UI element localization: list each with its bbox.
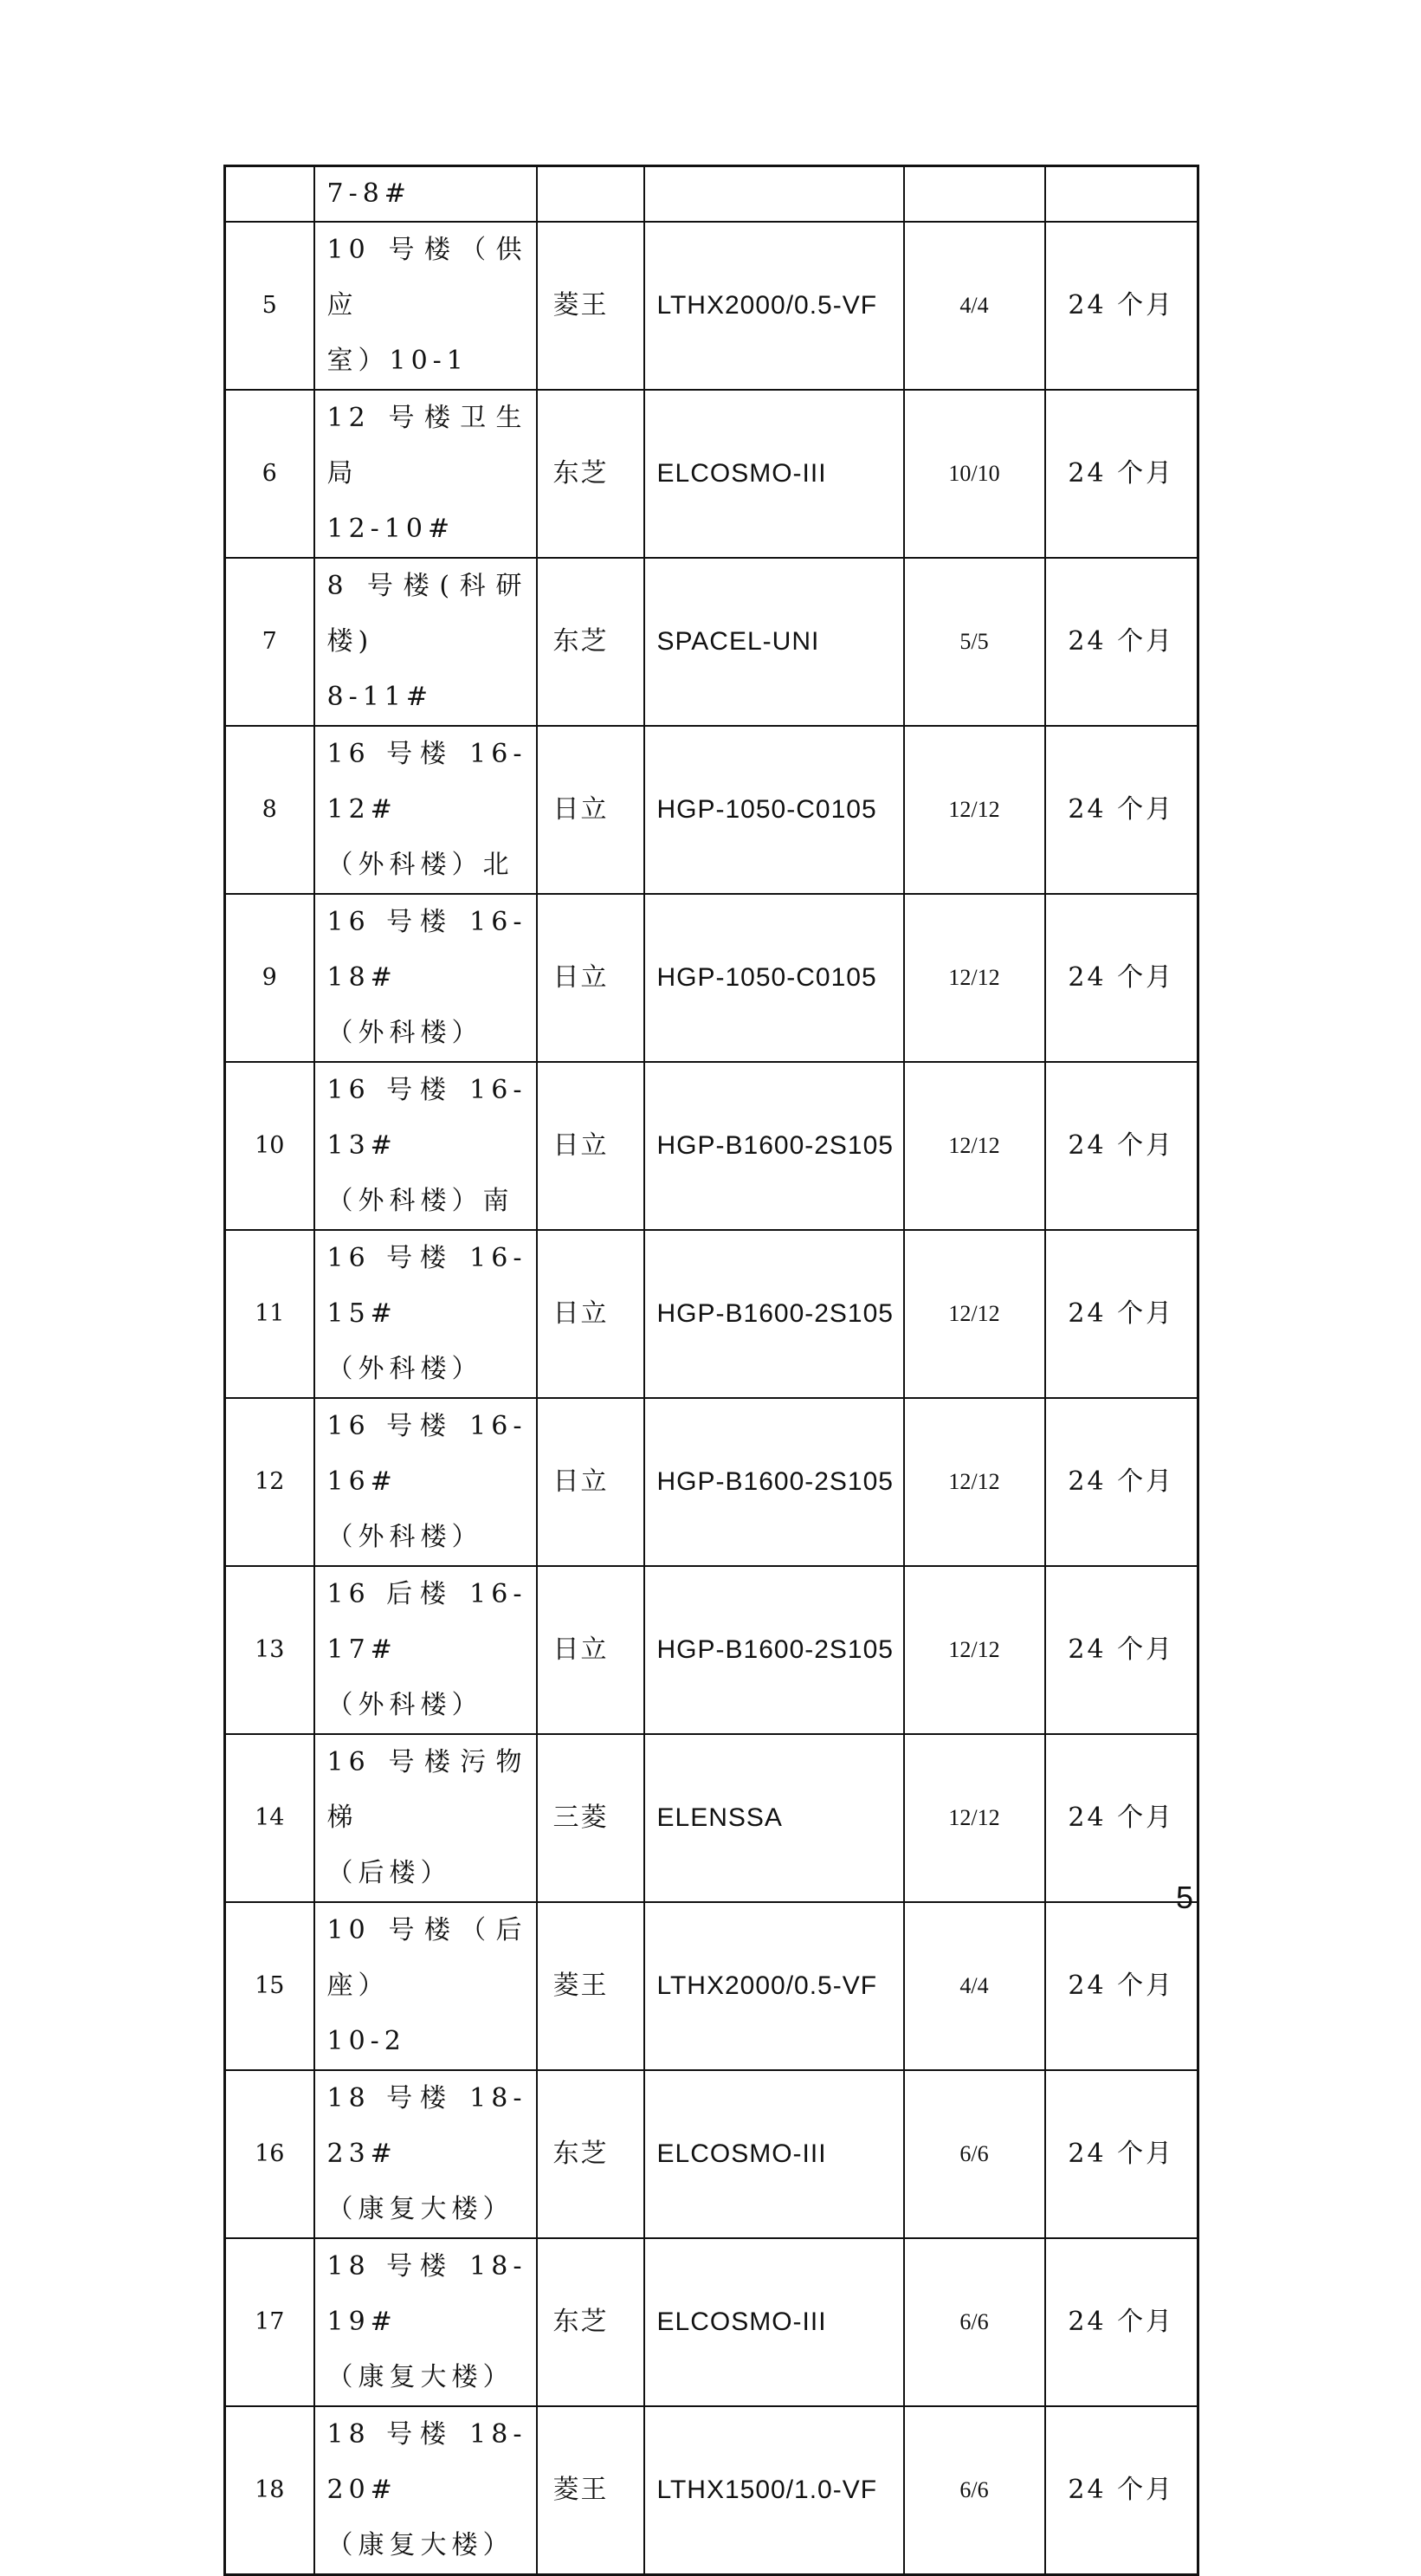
table-row — [225, 1566, 1198, 1734]
location-line: 16 号楼污物梯 — [326, 1747, 527, 1833]
table-row — [225, 222, 1198, 390]
cell-warranty: 24 个月 — [1045, 222, 1198, 390]
cell-model: HGP-B1600-2S105 — [644, 1230, 904, 1398]
cell-floors: 4/4 — [904, 1902, 1045, 2070]
cell-no: 18 — [225, 2406, 314, 2575]
cell-warranty — [1045, 166, 1198, 223]
cell-location — [314, 894, 537, 1062]
table-row — [225, 726, 1198, 894]
location-line: （外科楼） — [326, 1522, 483, 1552]
location-line: 10 号楼（供应 — [326, 235, 527, 320]
cell-location — [314, 1398, 537, 1566]
cell-model: LTHX2000/0.5-VF — [644, 1902, 904, 2070]
elevator-table-container — [223, 165, 1197, 2576]
table-row — [225, 2070, 1198, 2238]
cell-model: HGP-1050-C0105 — [644, 894, 904, 1062]
location-line: （外科楼） — [326, 1690, 483, 1720]
location-line: （外科楼） — [326, 1354, 483, 1384]
cell-warranty: 24 个月 — [1045, 1734, 1198, 1902]
cell-brand: 日立 — [537, 1398, 644, 1566]
location-line: 12-10# — [326, 514, 455, 544]
cell-brand: 日立 — [537, 1062, 644, 1230]
cell-location — [314, 2406, 537, 2575]
cell-model: LTHX2000/0.5-VF — [644, 222, 904, 390]
cell-floors: 12/12 — [904, 1734, 1045, 1902]
location-line: （康复大楼） — [326, 2362, 514, 2392]
location-line: （外科楼） — [326, 1018, 483, 1048]
table-row — [225, 1398, 1198, 1566]
cell-floors — [904, 166, 1045, 223]
location-line: 16 号楼 16-16# — [326, 1411, 527, 1497]
location-line: （后楼） — [326, 1858, 452, 1888]
cell-model: LTHX1500/1.0-VF — [644, 2406, 904, 2575]
cell-brand: 菱王 — [537, 1902, 644, 2070]
cell-location — [314, 222, 537, 390]
location-line: 8-11# — [326, 682, 434, 712]
cell-floors: 6/6 — [904, 2238, 1045, 2406]
cell-brand: 日立 — [537, 894, 644, 1062]
location-line: 室）10-1 — [326, 346, 468, 376]
location-line: （外科楼）南 — [326, 1186, 514, 1216]
cell-location — [314, 1230, 537, 1398]
location-line: 16 号楼 16-15# — [326, 1243, 527, 1329]
cell-model: HGP-B1600-2S105 — [644, 1398, 904, 1566]
cell-location — [314, 726, 537, 894]
location-line: 10 号楼（后座） — [326, 1915, 527, 2001]
cell-warranty: 24 个月 — [1045, 1566, 1198, 1734]
table-row — [225, 390, 1198, 558]
elevator-table — [223, 165, 1199, 2576]
table-body — [225, 166, 1198, 2575]
table-row — [225, 558, 1198, 726]
location-line: 16 号楼 16-13# — [326, 1075, 527, 1161]
cell-no: 17 — [225, 2238, 314, 2406]
cell-location — [314, 1062, 537, 1230]
location-line: （康复大楼） — [326, 2530, 514, 2560]
table-row — [225, 2406, 1198, 2575]
location-line: （外科楼）北 — [326, 850, 514, 880]
cell-model: HGP-B1600-2S105 — [644, 1566, 904, 1734]
cell-location — [314, 166, 537, 223]
location-line: 16 后楼 16-17# — [326, 1579, 527, 1665]
location-line: 16 号楼 16-18# — [326, 907, 527, 993]
table-row — [225, 894, 1198, 1062]
cell-warranty: 24 个月 — [1045, 2238, 1198, 2406]
table-row — [225, 2238, 1198, 2406]
cell-floors: 12/12 — [904, 1398, 1045, 1566]
page-number: 5 — [1176, 1880, 1194, 1915]
cell-warranty: 24 个月 — [1045, 726, 1198, 894]
cell-floors: 4/4 — [904, 222, 1045, 390]
cell-model: ELCOSMO-III — [644, 2070, 904, 2238]
location-line: 7-8# — [326, 178, 411, 209]
cell-brand: 日立 — [537, 726, 644, 894]
cell-location — [314, 1902, 537, 2070]
cell-location — [314, 2238, 537, 2406]
cell-warranty: 24 个月 — [1045, 390, 1198, 558]
cell-warranty: 24 个月 — [1045, 2070, 1198, 2238]
location-line: 18 号楼 18-20# — [326, 2419, 527, 2505]
cell-model: ELCOSMO-III — [644, 390, 904, 558]
location-line: 18 号楼 18-23# — [326, 2083, 527, 2169]
cell-brand: 东芝 — [537, 2238, 644, 2406]
cell-model: SPACEL-UNI — [644, 558, 904, 726]
location-line: 10-2 — [326, 2026, 406, 2056]
cell-brand — [537, 166, 644, 223]
cell-location — [314, 390, 537, 558]
table-row — [225, 1734, 1198, 1902]
cell-no: 14 — [225, 1734, 314, 1902]
cell-no: 11 — [225, 1230, 314, 1398]
cell-location — [314, 1734, 537, 1902]
cell-floors: 12/12 — [904, 894, 1045, 1062]
cell-no: 16 — [225, 2070, 314, 2238]
cell-no: 15 — [225, 1902, 314, 2070]
cell-warranty: 24 个月 — [1045, 1902, 1198, 2070]
cell-no: 7 — [225, 558, 314, 726]
cell-no: 9 — [225, 894, 314, 1062]
cell-brand: 东芝 — [537, 2070, 644, 2238]
cell-no: 6 — [225, 390, 314, 558]
cell-location — [314, 1566, 537, 1734]
cell-brand: 日立 — [537, 1230, 644, 1398]
cell-warranty: 24 个月 — [1045, 1062, 1198, 1230]
table-row — [225, 1902, 1198, 2070]
cell-floors: 10/10 — [904, 390, 1045, 558]
cell-floors: 12/12 — [904, 1230, 1045, 1398]
cell-model: HGP-B1600-2S105 — [644, 1062, 904, 1230]
cell-no: 13 — [225, 1566, 314, 1734]
location-line: 16 号楼 16-12# — [326, 739, 527, 825]
cell-location — [314, 558, 537, 726]
location-line: 18 号楼 18-19# — [326, 2251, 527, 2337]
cell-no: 8 — [225, 726, 314, 894]
location-line: 12 号楼卫生局 — [326, 403, 527, 489]
cell-brand: 日立 — [537, 1566, 644, 1734]
cell-brand: 东芝 — [537, 558, 644, 726]
cell-warranty: 24 个月 — [1045, 1230, 1198, 1398]
cell-floors: 6/6 — [904, 2070, 1045, 2238]
cell-model: ELCOSMO-III — [644, 2238, 904, 2406]
cell-brand: 菱王 — [537, 2406, 644, 2575]
cell-no: 12 — [225, 1398, 314, 1566]
table-row — [225, 1062, 1198, 1230]
cell-model: ELENSSA — [644, 1734, 904, 1902]
cell-location — [314, 2070, 537, 2238]
cell-no: 5 — [225, 222, 314, 390]
cell-floors: 6/6 — [904, 2406, 1045, 2575]
cell-model: HGP-1050-C0105 — [644, 726, 904, 894]
cell-floors: 12/12 — [904, 1062, 1045, 1230]
table-row — [225, 166, 1198, 223]
cell-floors: 5/5 — [904, 558, 1045, 726]
cell-floors: 12/12 — [904, 1566, 1045, 1734]
cell-model — [644, 166, 904, 223]
cell-no: 10 — [225, 1062, 314, 1230]
cell-brand: 东芝 — [537, 390, 644, 558]
location-line: （康复大楼） — [326, 2194, 514, 2224]
cell-brand: 菱王 — [537, 222, 644, 390]
cell-floors: 12/12 — [904, 726, 1045, 894]
cell-warranty: 24 个月 — [1045, 2406, 1198, 2575]
cell-no — [225, 166, 314, 223]
cell-brand: 三菱 — [537, 1734, 644, 1902]
cell-warranty: 24 个月 — [1045, 894, 1198, 1062]
cell-warranty: 24 个月 — [1045, 558, 1198, 726]
table-row — [225, 1230, 1198, 1398]
location-line: 8 号楼(科研楼) — [326, 571, 527, 657]
cell-warranty: 24 个月 — [1045, 1398, 1198, 1566]
